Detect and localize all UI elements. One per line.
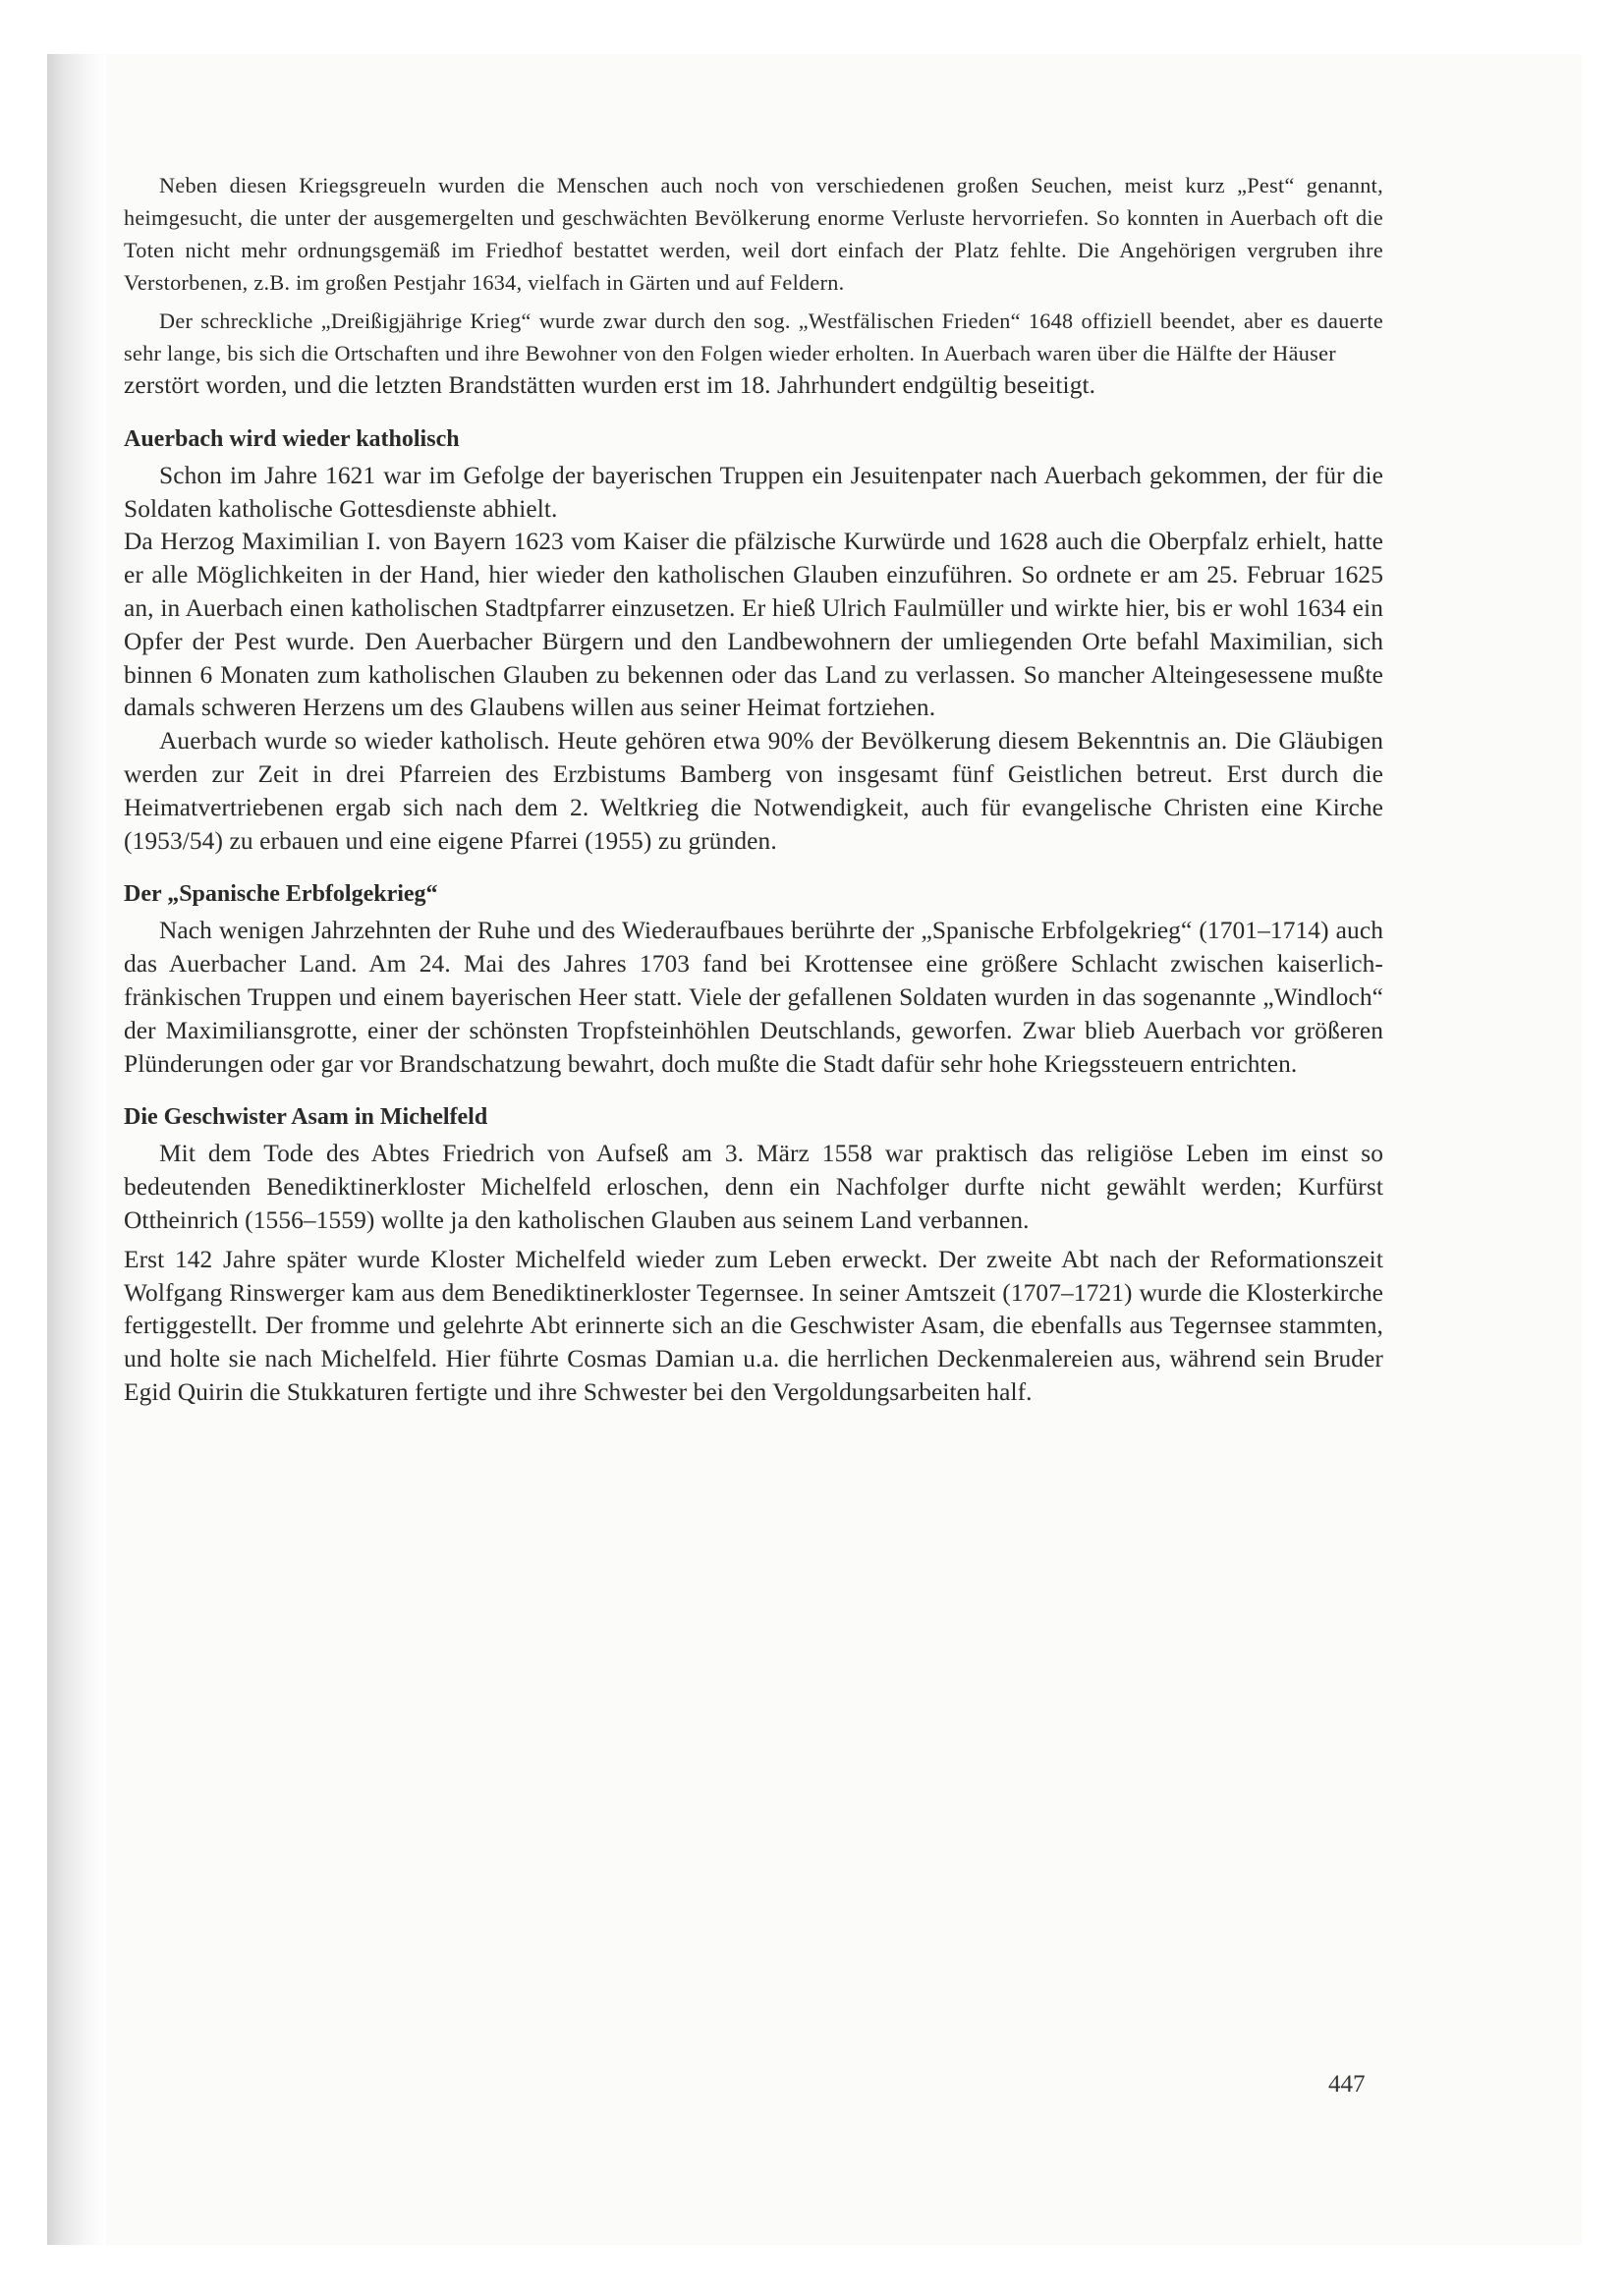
section1-paragraph-1: Schon im Jahre 1621 war im Gefolge der bayerischen Truppen ein Jesuitenpater nach Auerbach gekommen, der für die Soldaten katholische Gottesdienste abhielt. — [124, 461, 1383, 523]
page-number: 447 — [1328, 2071, 1366, 2098]
intro-paragraph-1: Neben diesen Kriegsgreueln wurden die Menschen auch noch von verschiedenen großen Seuchen, meist kurz „Pest“ genannt, heimgesucht, die unter der ausgemergelten und geschwächten Bevölkerung enorme Verluste hervorriefen. So konnten in Auerbach oft die Toten nicht mehr ordnungsgemäß im Friedhof bestattet werden, weil dort einfach der Platz fehlte. Die Angehörigen vergruben ihre Verstorbenen, z.B. im großen Pestjahr 1634, vielfach in Gärten und auf Feldern. — [124, 173, 1383, 295]
binding-shadow — [47, 54, 106, 2245]
section1-paragraph-2: Da Herzog Maximilian I. von Bayern 1623 vom Kaiser die pfälzische Kurwürde und 1628 auch die Oberpfalz erhielt, hatte er alle Möglichkeiten in der Hand, hier wieder den katholischen Glauben einzuführen. So ordnete er am 25. Februar 1625 an, in Auerbach einen katholischen Stadtpfarrer einzusetzen. Er hieß Ulrich Faulmüller und wirkte hier, bis er wohl 1634 ein Opfer der Pest wurde. Den Auerbacher Bürgern und den Landbewohnern der umliegenden Orte befahl Maximilian, sich binnen 6 Monaten zum katholischen Glauben zu bekennen oder das Land zu verlassen. So mancher Alteingesessene mußte damals schweren Herzens um des Glaubens willen aus seiner Heimat fortziehen. — [124, 528, 1383, 722]
intro-paragraph-3: zerstört worden, und die letzten Brandstätten wurden erst im 18. Jahrhundert endgültig beseitigt. — [124, 371, 1096, 399]
section-heading-katholisch: Auerbach wird wieder katholisch — [124, 425, 460, 452]
page-body — [124, 169, 1383, 1410]
section-heading-erbfolgekrieg: Der „Spanische Erbfolgekrieg“ — [124, 881, 438, 908]
intro-paragraph-2: Der schreckliche „Dreißigjährige Krieg“ wurde zwar durch den sog. „Westfälischen Frieden“ 1648 offiziell beendet, aber es dauerte sehr lange, bis sich die Ortschaften und ihre Bewohner von den Folgen wieder erholten. In Auerbach waren über die Hälfte der Häuser — [124, 308, 1383, 365]
section-heading-asam: Die Geschwister Asam in Michelfeld — [124, 1104, 488, 1131]
section1-paragraph-3: Auerbach wurde so wieder katholisch. Heute gehören etwa 90% der Bevölkerung diesem Bekenntnis an. Die Gläubigen werden zur Zeit in drei Pfarreien des Erzbistums Bamberg von insgesamt fünf Geistlichen betreut. Erst durch die Heimatvertriebenen ergab sich nach dem 2. Weltkrieg die Notwendigkeit, auch für evangelische Christen eine Kirche (1953/54) zu erbauen und eine eigene Pfarrei (1955) zu gründen. — [124, 727, 1383, 855]
section3-paragraph-1: Mit dem Tode des Abtes Friedrich von Aufseß am 3. März 1558 war praktisch das religiöse Leben im einst so bedeutenden Benediktinerkloster Michelfeld erloschen, denn ein Nachfolger durfte nicht gewählt werden; Kurfürst Ottheinrich (1556–1559) wollte ja den katholischen Glauben aus seinem Land verbannen. — [124, 1140, 1383, 1234]
section2-paragraph-1: Nach wenigen Jahrzehnten der Ruhe und des Wiederaufbaues berührte der „Spanische Erbfolgekrieg“ (1701–1714) auch das Auerbacher Land. Am 24. Mai des Jahres 1703 fand bei Krottensee eine größere Schlacht zwischen kaiserlich-fränkischen Truppen und einem bayerischen Heer statt. Viele der gefallenen Soldaten wurden in das sogenannte „Windloch“ der Maximiliansgrotte, einer der schönsten Tropfsteinhöhlen Deutschlands, geworfen. Zwar blieb Auerbach vor größeren Plünderungen oder gar vor Brandschatzung bewahrt, doch mußte die Stadt dafür sehr hohe Kriegssteuern entrichten. — [124, 917, 1383, 1078]
section3-paragraph-2: Erst 142 Jahre später wurde Kloster Michelfeld wieder zum Leben erweckt. Der zweite Abt nach der Reformationszeit Wolfgang Rinswerger kam aus dem Benediktinerkloster Tegernsee. In seiner Amtszeit (1707–1721) wurde die Klosterkirche fertiggestellt. Der fromme und gelehrte Abt erinnerte sich an die Geschwister Asam, die ebenfalls aus Tegernsee stammten, und holte sie nach Michelfeld. Hier führte Cosmas Damian u.a. die herrlichen Deckenmalereien aus, während sein Bruder Egid Quirin die Stukkaturen fertigte und ihre Schwester bei den Vergoldungsarbeiten half. — [124, 1245, 1383, 1406]
